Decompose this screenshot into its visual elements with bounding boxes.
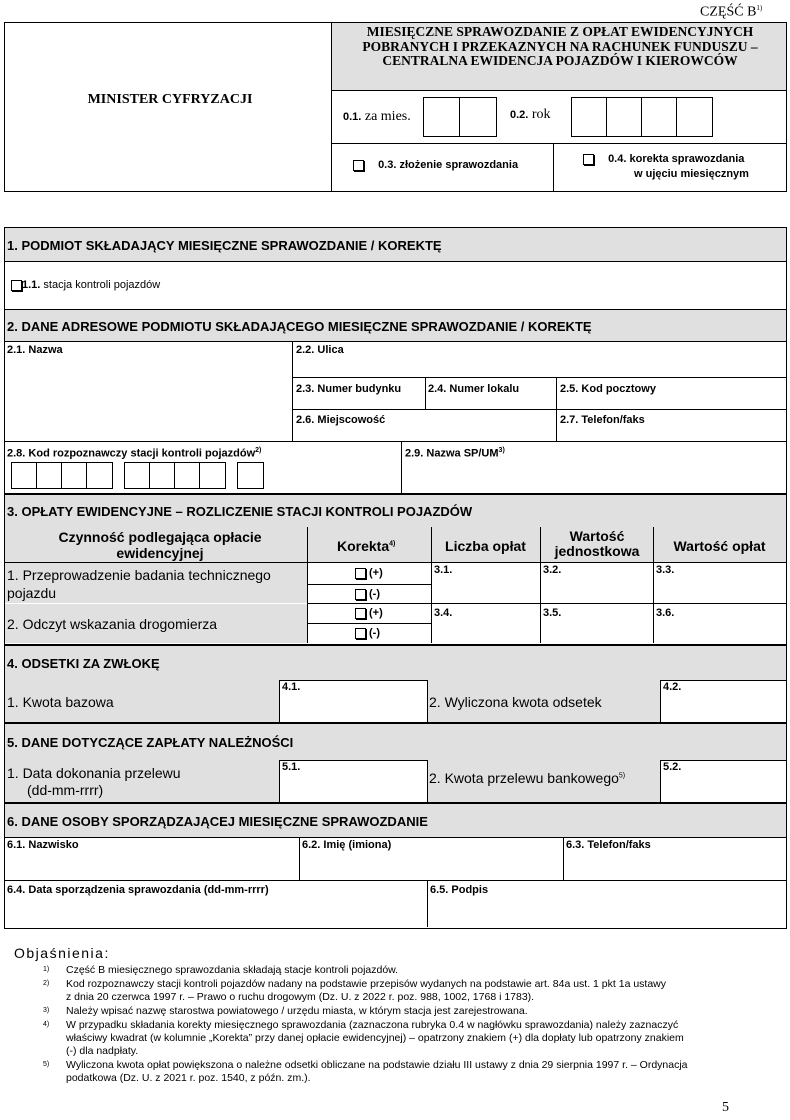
row2-plus-checkbox[interactable] bbox=[355, 608, 366, 619]
transfer-date-field[interactable]: 5.1. bbox=[282, 761, 301, 773]
station-digit-2[interactable] bbox=[36, 462, 63, 489]
note-2 bbox=[40, 978, 780, 1004]
street-field[interactable]: 2.2. Ulica bbox=[296, 344, 344, 356]
phone-field[interactable]: 2.7. Telefon/faks bbox=[560, 414, 645, 426]
signature-field[interactable]: 6.5. Podpis bbox=[430, 884, 489, 896]
surname-field[interactable]: 6.1. Nazwisko bbox=[7, 839, 79, 851]
correction-label: korekta sprawozdania bbox=[629, 153, 745, 165]
part-label bbox=[700, 4, 762, 21]
transfer-date-label bbox=[7, 765, 181, 799]
col-correction-label: Korekta bbox=[337, 538, 390, 554]
station-code: 1.1. bbox=[22, 279, 41, 291]
note-3 bbox=[40, 1005, 780, 1018]
submit-checkbox[interactable] bbox=[353, 160, 364, 171]
transfer-date-format: (dd-mm-rrrr) bbox=[27, 782, 104, 798]
postal-field[interactable]: 2.5. Kod pocztowy bbox=[560, 383, 656, 395]
row2-plus[interactable] bbox=[355, 607, 383, 619]
section4-title: 4. ODSETKI ZA ZWŁOKĘ bbox=[7, 656, 160, 671]
note-1-ref: 1) bbox=[43, 966, 50, 973]
header-divider-v2 bbox=[553, 143, 554, 191]
part-label-text: CZĘŚĆ B bbox=[700, 4, 757, 20]
transfer-amount-ref: 5) bbox=[618, 772, 626, 780]
section3-title: 3. OPŁATY EWIDENCYJNE – ROZLICZENIE STACJI KONTROLI POJAZDÓW bbox=[7, 504, 473, 519]
month-field bbox=[343, 109, 411, 125]
row1-minus-label: (-) bbox=[369, 588, 380, 600]
section1-header bbox=[4, 227, 787, 262]
station-code-field[interactable] bbox=[7, 447, 261, 460]
station-digit-7[interactable] bbox=[174, 462, 201, 489]
name-field[interactable]: 2.1. Nazwa bbox=[7, 344, 63, 356]
station-code-label: 2.8. Kod rozpoznawczy stacji kontroli pojazdów bbox=[7, 447, 256, 460]
note-3-line-1: Należy wpisać nazwę starostwa powiatowego / urzędu miasta, w którym stacja jest zarejestrowana. bbox=[66, 1005, 528, 1017]
year-digit-2[interactable] bbox=[606, 97, 643, 137]
station-digit-1[interactable] bbox=[11, 462, 38, 489]
row1-minus[interactable] bbox=[355, 588, 380, 600]
fee-count-1[interactable]: 3.1. bbox=[434, 564, 453, 576]
authority: MINISTER CYFRYZACJI bbox=[87, 92, 253, 107]
note-2-line-1: Kod rozpoznawczy stacji kontroli pojazdów nadany na podstawie przepisów wydanych na podstawie art. 84a ust. 1 pkt 1a ustawy bbox=[66, 978, 667, 990]
page-number: 5 bbox=[722, 1100, 729, 1115]
note-4-line-3: (-) dla nadpłaty. bbox=[66, 1045, 139, 1057]
header-divider-h bbox=[332, 143, 786, 144]
fees-table bbox=[4, 527, 787, 645]
unit-field[interactable]: 2.4. Numer lokalu bbox=[428, 383, 520, 395]
col-correction-ref: 4) bbox=[389, 540, 396, 548]
city-field[interactable]: 2.6. Miejscowość bbox=[296, 414, 386, 426]
fee-count-2[interactable]: 3.4. bbox=[434, 607, 453, 619]
section6-body bbox=[4, 837, 787, 929]
row1-plus[interactable] bbox=[355, 567, 383, 579]
month-digit-2[interactable] bbox=[459, 97, 497, 137]
building-field[interactable]: 2.3. Numer budynku bbox=[296, 383, 402, 395]
notes-heading: Objaśnienia: bbox=[14, 945, 110, 961]
col-unit-value: Wartość jednostkowa bbox=[554, 528, 640, 559]
row1-plus-checkbox[interactable] bbox=[355, 568, 366, 579]
part-label-ref: 1) bbox=[756, 4, 763, 12]
base-amount-label: 1. Kwota bazowa bbox=[7, 694, 114, 710]
section5-body bbox=[4, 760, 787, 803]
year-digit-3[interactable] bbox=[641, 97, 678, 137]
section3-header bbox=[4, 494, 787, 528]
note-1-line-1: Część B miesięcznego sprawozdania składają stacje kontroli pojazdów. bbox=[66, 964, 399, 976]
note-1 bbox=[40, 964, 780, 977]
station-digit-3[interactable] bbox=[61, 462, 88, 489]
transfer-amount-field[interactable]: 5.2. bbox=[663, 761, 682, 773]
note-4-ref: 4) bbox=[43, 1021, 50, 1028]
section1-title: 1. PODMIOT SKŁADAJĄCY MIESIĘCZNE SPRAWOZDANIE / KOREKTĘ bbox=[7, 238, 442, 253]
section5-title: 5. DANE DOTYCZĄCE ZAPŁATY NALEŻNOŚCI bbox=[7, 735, 294, 750]
note-5 bbox=[40, 1059, 780, 1085]
transfer-amount-label bbox=[429, 770, 625, 786]
station-label: stacja kontroli pojazdów bbox=[43, 279, 161, 291]
interest-label: 2. Wyliczona kwota odsetek bbox=[429, 694, 602, 710]
month-digit-1[interactable] bbox=[423, 97, 461, 137]
row1-plus-label: (+) bbox=[369, 567, 383, 579]
station-digit-9[interactable] bbox=[237, 462, 264, 489]
row1-label bbox=[7, 566, 303, 602]
station-digit-4[interactable] bbox=[86, 462, 113, 489]
row2-minus-label: (-) bbox=[369, 627, 380, 639]
row2-label: 2. Odczyt wskazania drogomierza bbox=[7, 616, 218, 632]
section2-title: 2. DANE ADRESOWE PODMIOTU SKŁADAJĄCEGO MIESIĘCZNE SPRAWOZDANIE / KOREKTĘ bbox=[7, 319, 592, 334]
transfer-amount-label-text: 2. Kwota przelewu bankowego bbox=[429, 770, 619, 786]
col-count: Liczba opłat bbox=[445, 538, 526, 554]
station-digit-6[interactable] bbox=[149, 462, 176, 489]
station-code-ref: 2) bbox=[255, 447, 262, 454]
fee-unit-2[interactable]: 3.5. bbox=[543, 607, 562, 619]
station-checkbox[interactable] bbox=[11, 280, 22, 291]
report-title: MIESIĘCZNE SPRAWOZDANIE Z OPŁAT EWIDENCYJNYCH POBRANYCH I PRZEKAZNYCH NA RACHUNEK FUNDUSZU – CENTRALNA EWIDENCJA POJAZDÓW I KIEROWCÓW bbox=[362, 24, 758, 68]
row2-plus-label: (+) bbox=[369, 607, 383, 619]
row1-label-text: 1. Przeprowadzenie badania technicznego pojazdu bbox=[7, 567, 271, 601]
correction-option[interactable] bbox=[583, 153, 744, 165]
section2-body bbox=[4, 341, 787, 494]
note-3-ref: 3) bbox=[43, 1007, 50, 1014]
note-2-ref: 2) bbox=[43, 980, 50, 987]
year-label: rok bbox=[531, 107, 551, 122]
note-5-line-2: podatkowa (Dz. U. z 2021 r. poz. 1540, z późn. zm.). bbox=[66, 1072, 311, 1084]
year-field bbox=[510, 107, 551, 123]
station-option[interactable] bbox=[11, 279, 160, 291]
row2-minus-checkbox[interactable] bbox=[355, 628, 366, 639]
section6-title: 6. DANE OSOBY SPORZĄDZAJĄCEJ MIESIĘCZNE SPRAWOZDANIE bbox=[7, 814, 428, 829]
section2-header bbox=[4, 309, 787, 342]
note-4 bbox=[40, 1019, 780, 1058]
section4-body bbox=[4, 680, 787, 723]
first-name-field[interactable]: 6.2. Imię (imiona) bbox=[302, 839, 392, 851]
month-code: 0.1. bbox=[343, 111, 362, 123]
office-name-label: 2.9. Nazwa SP/UM bbox=[405, 447, 499, 460]
row1-minus-checkbox[interactable] bbox=[355, 589, 366, 600]
year-digit-4[interactable] bbox=[676, 97, 713, 137]
month-label: za mies. bbox=[364, 109, 411, 124]
submit-option[interactable] bbox=[353, 159, 518, 171]
section4-header bbox=[4, 645, 787, 681]
year-code: 0.2. bbox=[510, 109, 529, 121]
section1-body bbox=[4, 261, 787, 309]
fee-unit-1[interactable]: 3.2. bbox=[543, 564, 562, 576]
submit-label: złożenie sprawozdania bbox=[399, 159, 519, 171]
person-phone-field[interactable]: 6.3. Telefon/faks bbox=[566, 839, 651, 851]
section5-header bbox=[4, 723, 787, 761]
fee-total-1[interactable]: 3.3. bbox=[656, 564, 675, 576]
header-box bbox=[4, 22, 787, 192]
station-digit-5[interactable] bbox=[124, 462, 151, 489]
col-total: Wartość opłat bbox=[673, 538, 766, 554]
correction-checkbox[interactable] bbox=[583, 154, 594, 165]
report-date-field[interactable]: 6.4. Data sporządzenia sprawozdania (dd-mm-rrrr) bbox=[7, 884, 269, 896]
correction-label-2: w ujęciu miesięcznym bbox=[634, 168, 749, 180]
notes-list bbox=[40, 964, 780, 1086]
col-correction bbox=[337, 538, 395, 554]
office-name-field[interactable] bbox=[405, 447, 505, 460]
col-activity: Czynność podlegająca opłacie ewidencyjnej bbox=[58, 529, 262, 561]
base-amount-field[interactable]: 4.1. bbox=[282, 681, 301, 693]
note-2-line-2: z dnia 20 czerwca 1997 r. – Prawo o ruchu drogowym (Dz. U. z 2022 r. poz. 988, 1002, 1768 i 1783). bbox=[66, 991, 535, 1003]
note-4-line-2: właściwy kwadrat (w kolumnie „Korekta” przy danej opłacie ewidencyjnej) – opatrzony znakiem (+) dla dopłaty lub opatrzony znakiem bbox=[66, 1032, 684, 1044]
submit-code: 0.3. bbox=[378, 159, 397, 171]
interest-field[interactable]: 4.2. bbox=[663, 681, 682, 693]
office-name-ref: 3) bbox=[498, 447, 505, 454]
row2-minus[interactable] bbox=[355, 627, 380, 639]
fee-total-2[interactable]: 3.6. bbox=[656, 607, 675, 619]
note-5-ref: 5) bbox=[43, 1061, 50, 1068]
section6-header bbox=[4, 803, 787, 838]
year-digit-1[interactable] bbox=[571, 97, 608, 137]
note-4-line-1: W przypadku składania korekty miesięcznego sprawozdania (zaznaczona rubryka 0.4 w nagłówku sprawozdania) należy zaznaczyć bbox=[66, 1019, 679, 1031]
transfer-date-label-text: 1. Data dokonania przelewu bbox=[7, 765, 181, 781]
station-digit-8[interactable] bbox=[199, 462, 226, 489]
note-5-line-1: Wyliczona kwota opłat powiększona o należne odsetki obliczane na podstawie działu III ustawy z dnia 29 sierpnia 1997 r. – Ordynacja bbox=[66, 1059, 688, 1071]
correction-code: 0.4. bbox=[608, 153, 627, 165]
